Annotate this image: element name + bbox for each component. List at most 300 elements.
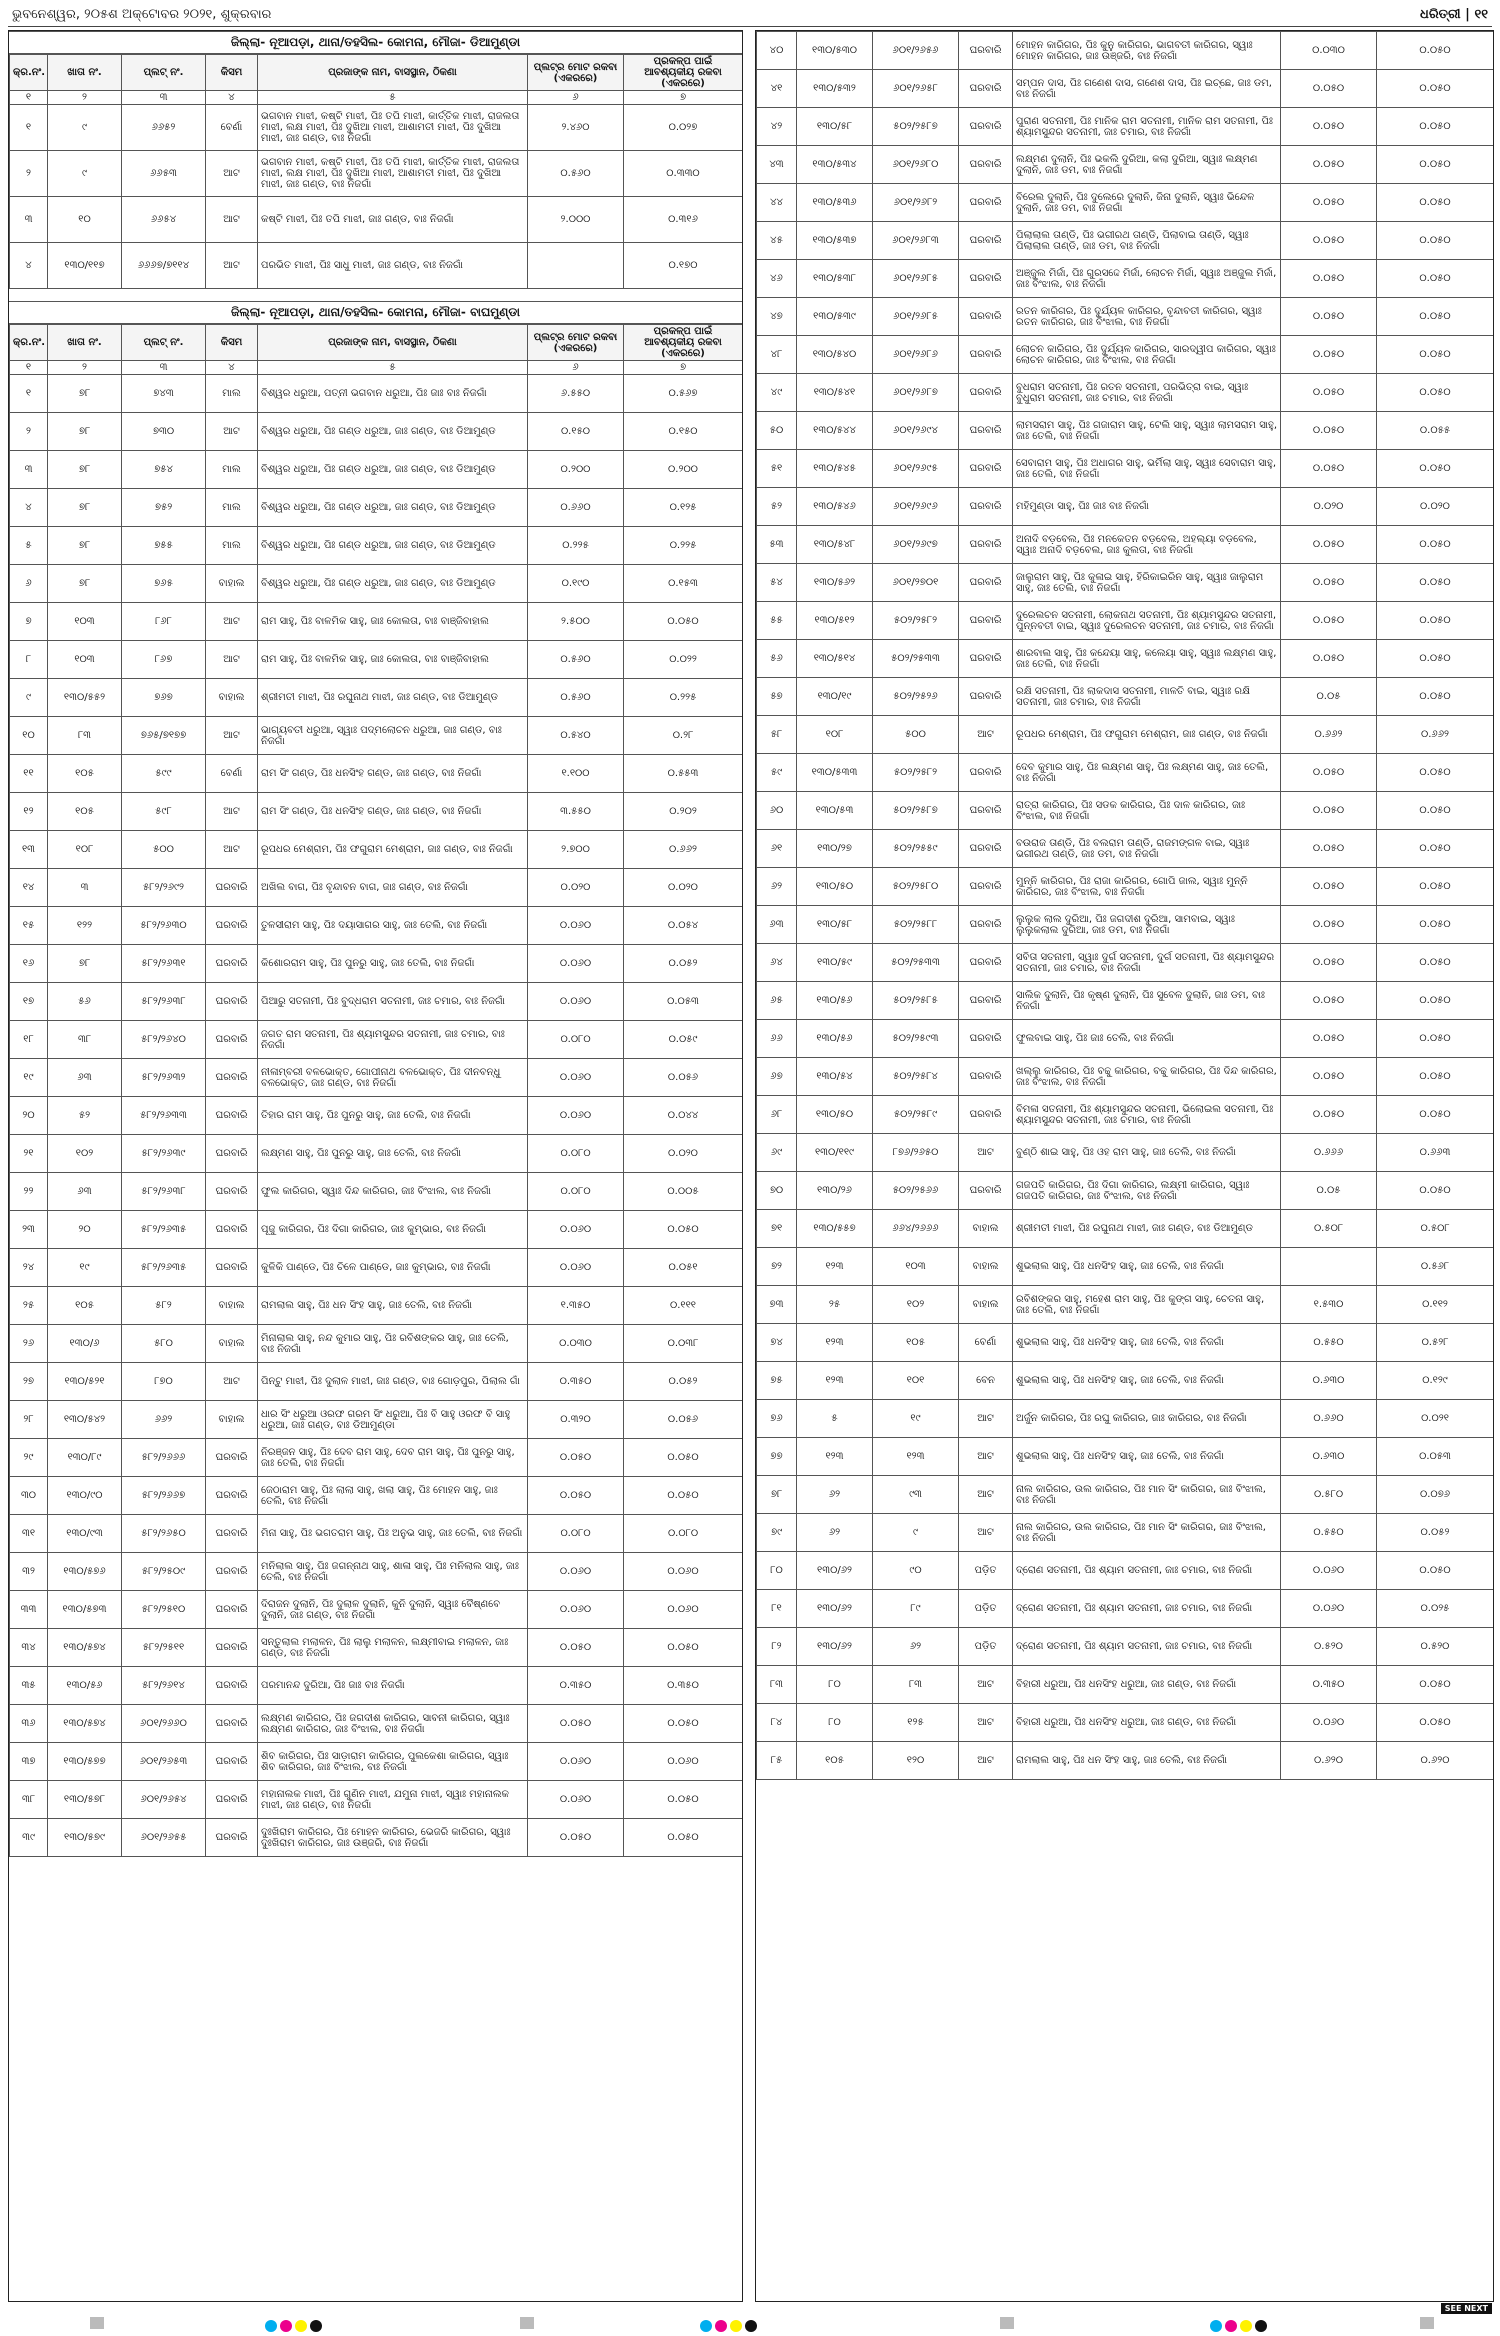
required-area-cell: ୦.୦୫୦ <box>1377 868 1494 906</box>
owner-cell: ଅଞ୍ଜୁଲ ମିର୍ଜା, ପିଃ ଗୁରସଦ୍ଦେ ମିର୍ଜା, ଲୋଚନ ମିର୍ଜା, ସ୍ୱାଃ ଅଞ୍ଜୁଲ ମିର୍ଜା, ଜାଃ ବିଂଝାଲ, ବାଃ ନିଜଗାଁ <box>1013 260 1281 298</box>
serial-cell: ୬୨ <box>757 868 797 906</box>
required-area-cell: ୦.୬୨୦ <box>1377 1742 1494 1780</box>
table-row <box>757 1590 1494 1628</box>
table-row <box>10 451 743 489</box>
khata-cell: ୧୩୦/୯୦ <box>48 1477 122 1515</box>
land-type-cell: ଘରବାରି <box>959 602 1013 640</box>
serial-cell: ୭୯ <box>757 1514 797 1552</box>
plot-cell: ୫୦୨/୨୫୮୫ <box>873 982 959 1020</box>
header-row <box>10 55 743 91</box>
serial-cell: ୩୨ <box>10 1553 48 1591</box>
total-area-cell: ୦.୦୫୦ <box>1281 146 1377 184</box>
serial-cell: ୫୭ <box>757 678 797 716</box>
owner-cell: ଦ୍ରୋଣ ସତନାମୀ, ପିଃ ଶ୍ୟାମ ସତନାମୀ, ଜାଃ ଚମାର, ବାଃ ନିଜଗାଁ <box>1013 1552 1281 1590</box>
owner-cell: ସାଲିକ ଦୁଲାନି, ପିଃ କୃଷ୍ଣ ଦୁଲାନି, ପିଃ ସୁବେଳ ଦୁଲାନି, ଜାଃ ଡମ, ବାଃ ନିଜଗାଁ <box>1013 982 1281 1020</box>
owner-cell: ଲୋଚନ କାରିଗର, ପିଃ ଦୁର୍ଯ୍ୟଳ କାରିଗର, ସାରଦ୍ୱୀପ କାରିଗର, ସ୍ୱାଃ ଲୋଚନ କାରିଗର, ଜାଃ ବିଂଝାଲ, ବାଃ ନିଜଗାଁ <box>1013 336 1281 374</box>
land-type-cell: ଘରବାରି <box>959 450 1013 488</box>
plot-cell: ୫୮୨/୨୬୩୨ <box>122 1059 206 1097</box>
serial-cell: ୭୮ <box>757 1476 797 1514</box>
serial-cell: ୫୪ <box>757 564 797 602</box>
plot-cell: ୫୦୨/୨୫୬୬ <box>873 1172 959 1210</box>
owner-cell: ବିମଳା ସତନାମୀ, ପିଃ ଶ୍ୟାମସୁନ୍ଦର ସତନାମୀ, ଭିଲୋଇଲ ସତନାମୀ, ପିଃ ଶ୍ୟାମସୁନ୍ଦର ସତନାମୀ, ଜାଃ ଚମାର, ବାଃ ନିଜଗାଁ <box>1013 1096 1281 1134</box>
land-type-cell: ଆଟ <box>206 243 258 289</box>
khata-cell: ୧୩୦/୫୭୩ <box>48 1591 122 1629</box>
total-area-cell: ୦.୬୬୦ <box>528 489 624 527</box>
khata-cell: ୧୩୦/୫୭୮ <box>48 1781 122 1819</box>
required-area-cell: ୦.୦୫୦ <box>1377 1704 1494 1742</box>
required-area-cell: ୦.୧୫୦ <box>624 413 743 451</box>
land-type-cell: ଘରବାରି <box>959 222 1013 260</box>
total-area-cell: ୦.୫୦୮ <box>1281 1210 1377 1248</box>
land-type-cell: ଘରବାରି <box>959 982 1013 1020</box>
land-type-header: କିସମ <box>206 325 258 361</box>
serial-cell: ୨୩ <box>10 1211 48 1249</box>
plot-cell: ୬୬୫୪ <box>122 197 206 243</box>
table-row <box>10 1059 743 1097</box>
total-area-cell: ୦.୦୬୦ <box>528 1211 624 1249</box>
required-area-cell: ୦.୩୧୬ <box>624 197 743 243</box>
plot-cell: ୭୩୦ <box>122 413 206 451</box>
table-row <box>757 1096 1494 1134</box>
serial-cell: ୪୫ <box>757 222 797 260</box>
khata-cell: ୮୩ <box>48 717 122 755</box>
khata-cell: ୧୩୦/୫୩୭ <box>797 222 873 260</box>
serial-cell: ୧ <box>10 105 48 151</box>
land-type-cell: ଆଟ <box>959 1666 1013 1704</box>
required-area-cell: ୦.୦୨୧ <box>1377 1400 1494 1438</box>
table-row <box>10 1515 743 1553</box>
serial-cell: ୫୦ <box>757 412 797 450</box>
required-area-cell: ୦.୦୫୦ <box>624 1705 743 1743</box>
required-area-cell: ୦.୧୧୧ <box>624 1287 743 1325</box>
owner-cell: ରାମ ସାହୁ, ପିଃ ବାଳମିକ ସାହୁ, ଜାଃ କୋଲତା, ବାଃ ବାଞ୍ଜିବାହାଲ <box>258 641 528 679</box>
owner-cell: ଧାର ସିଂ ଧରୁଆ ଓରଫ ଗରମ ସିଂ ଧରୁଆ, ପିଃ ବି ସାହୁ ଓରଫ ବି ସାହୁ ଧରୁଆ, ଜାଃ ଗଣ୍ଡ, ବାଃ ଡିଆମୁଣ୍ଡା <box>258 1401 528 1439</box>
owner-cell: ଅର୍ଜୁନ କାରିଗର, ପିଃ ରଘୁ କାରିଗର, ଜାଃ କାରିଗର, ବାଃ ନିଜଗାଁ <box>1013 1400 1281 1438</box>
serial-cell: ୬୯ <box>757 1134 797 1172</box>
plot-cell: ୫୦୨/୨୫୮୭ <box>873 108 959 146</box>
required-area-cell: ୦.୫୬୮ <box>1377 1248 1494 1286</box>
table-row <box>10 565 743 603</box>
owner-cell: ଜେଠାରାମ ସାହୁ, ପିଃ ଲାଲା ସାହୁ, ଖଲା ସାହୁ, ପିଃ ମୋହନ ସାହୁ, ଜାଃ ତେଲି, ବାଃ ନିଜଗାଁ <box>258 1477 528 1515</box>
owner-cell: ମୁନ୍ନି କାରିଗର, ପିଃ ରାଜା କାରିଗର, ଗୋପି ଜାଲ, ସ୍ୱାଃ ମୁନ୍ନି କାରିଗର, ଜାଃ ବିଂଝାଲ, ବାଃ ନିଜଗାଁ <box>1013 868 1281 906</box>
see-next-label: SEE NEXT <box>1441 2303 1492 2314</box>
plot-cell: ୭୬୭ <box>122 679 206 717</box>
owner-cell: ନାଲ କାରିଗର, ଉଲ କାରିଗର, ପିଃ ମାନ ସିଂ କାରିଗର, ଜାଃ ବିଂଝାଲ, ବାଃ ନିଜଗାଁ <box>1013 1514 1281 1552</box>
land-type-cell: ବେର୍ଣା <box>206 105 258 151</box>
plot-cell: ୬୨ <box>873 1628 959 1666</box>
land-type-cell: ଘରବାରି <box>959 70 1013 108</box>
required-area-cell: ୦.୦୫୧ <box>624 1249 743 1287</box>
required-area-cell: ୦.୦୫୦ <box>1377 450 1494 488</box>
table-row <box>757 1666 1494 1704</box>
required-area-cell: ୦.୦୨୨ <box>624 641 743 679</box>
required-area-cell: ୦.୬୬୨ <box>1377 716 1494 754</box>
owner-cell: ରାମ ସାହୁ, ପିଃ ବାଳମିକ ସାହୁ, ଜାଃ କୋଲତା, ବାଃ ବାଞ୍ଜିବାହାଲ <box>258 603 528 641</box>
owner-cell: ବିରେଲ ଦୁଲାନି, ପିଃ ଦୁଲେରେ ଦୁଲାନି, ଜିନା ଦୁଲାନି, ସ୍ୱାଃ ଭିନ୍ଦେଳ ଦୁଲାନି, ଜାଃ ଡମ, ବାଃ ନିଜଗାଁ <box>1013 184 1281 222</box>
serial-cell: ୪ <box>10 243 48 289</box>
land-type-cell: ଘରବାରି <box>206 1705 258 1743</box>
table-row <box>757 70 1494 108</box>
table-row <box>757 1704 1494 1742</box>
total-area-cell: ୦.୦୫୦ <box>1281 830 1377 868</box>
left-column <box>8 30 743 2302</box>
khata-cell: ୧୩୦/୫୩ <box>797 792 873 830</box>
total-area-cell: ୦.୦୫୦ <box>1281 906 1377 944</box>
serial-cell: ୫୧ <box>757 450 797 488</box>
plot-cell: ୫୮୨/୨୬୧୪ <box>122 1667 206 1705</box>
total-area-cell: ୦.୦୫୦ <box>1281 450 1377 488</box>
plot-cell: ୬୦୧/୨୬୯୫ <box>873 450 959 488</box>
land-type-cell: ଆଟ <box>959 1400 1013 1438</box>
required-area-cell: ୦.୦୭୬ <box>1377 1476 1494 1514</box>
table-row <box>757 602 1494 640</box>
khata-cell: ୧୩୦/୬୨ <box>797 1552 873 1590</box>
plot-cell: ୮୩ <box>873 1666 959 1704</box>
khata-cell: ୧୩୦/୯୩ <box>48 1515 122 1553</box>
row-number-header: କ୍ର.ନଂ. <box>10 55 48 91</box>
required-area-cell: ୦.୬୬୨ <box>624 831 743 869</box>
total-area-cell: ୦.୫୮୦ <box>1281 1476 1377 1514</box>
total-area-cell: ୦.୩୫୦ <box>528 1363 624 1401</box>
khata-cell: ୧୩୦/୫୩୩ <box>797 754 873 792</box>
land-type-cell: ବାହାଲ <box>206 679 258 717</box>
owner-cell: ଶୁଭଲାଲ ସାହୁ, ପିଃ ଧନସିଂହ ସାହୁ, ଜାଃ ତେଲି, ବାଃ ନିଜଗାଁ <box>1013 1438 1281 1476</box>
column-number: ୪ <box>206 361 258 375</box>
serial-cell: ୨୯ <box>10 1439 48 1477</box>
plot-cell: ୬୬୨ <box>122 1401 206 1439</box>
plot-cell: ୧୨୩ <box>873 1438 959 1476</box>
owner-cell: ତିହାର ରାମ ସାହୁ, ପିଃ ପୁନରୁ ସାହୁ, ଜାଃ ତେଲି, ବାଃ ନିଜଗାଁ <box>258 1097 528 1135</box>
plot-cell: ୫୮୨/୨୫୧୧ <box>122 1629 206 1667</box>
serial-cell: ୩୦ <box>10 1477 48 1515</box>
plot-cell: ୮୯ <box>873 1590 959 1628</box>
required-area-cell: ୦.୦୨୦ <box>624 1135 743 1173</box>
required-area-cell: ୦.୦୫୦ <box>1377 526 1494 564</box>
total-area-cell: ୦.୦୫୦ <box>1281 1058 1377 1096</box>
land-type-cell: ଘରବାରି <box>959 412 1013 450</box>
land-type-cell: ପଡ଼ିତ <box>959 1552 1013 1590</box>
plot-cell: ୬୦୧/୨୬୫୬ <box>873 32 959 70</box>
owner-cell: ଦ୍ରୋଣ ସତନାମୀ, ପିଃ ଶ୍ୟାମ ସତନାମୀ, ଜାଃ ଚମାର, ବାଃ ନିଜଗାଁ <box>1013 1590 1281 1628</box>
required-area-cell: ୦.୦୫୦ <box>1377 1020 1494 1058</box>
land-type-cell: ଆଟ <box>206 1363 258 1401</box>
serial-cell: ୨୧ <box>10 1135 48 1173</box>
required-area-cell: ୦.୦୫୦ <box>1377 1552 1494 1590</box>
table-row <box>10 945 743 983</box>
serial-cell: ୫୮ <box>757 716 797 754</box>
owner-cell: ବଉରାଜ ତାଣ୍ଡି, ପିଃ ବଲରାମ ତାଣ୍ଡି, ରାଜମଙ୍ଗଳ ବାଇ, ସ୍ୱାଃ ଭଗୀରଥ ତାଣ୍ଡି, ଜାଃ ଡମ, ବାଃ ନିଜଗାଁ <box>1013 830 1281 868</box>
khata-cell: ୧୩୦/୫୬ <box>48 1667 122 1705</box>
owner-cell: ମିନାଲାଲ ସାହୁ, ନନ୍ଦ କୁମାର ସାହୁ, ପିଃ ରବିଶଙ୍କର ସାହୁ, ଜାଃ ତେଲି, ବାଃ ନିଜଗାଁ <box>258 1325 528 1363</box>
total-area-cell: ୦.୦୬୦ <box>528 945 624 983</box>
land-type-cell: ଆଟ <box>206 793 258 831</box>
total-area-cell: ୦.୬୬୬ <box>1281 1134 1377 1172</box>
owner-cell: ତୁଳସୀରାମ ସାହୁ, ପିଃ ଦୟାସାଗର ସାହୁ, ଜାଃ ତେଲି, ବାଃ ନିଜଗାଁ <box>258 907 528 945</box>
table-row <box>757 1248 1494 1286</box>
total-area-cell: ୧.୫୩୦ <box>1281 1286 1377 1324</box>
table-row <box>10 1705 743 1743</box>
land-type-cell: ଘରବାରି <box>959 1058 1013 1096</box>
required-area-cell: ୦.୦୫୦ <box>1377 184 1494 222</box>
khata-cell: ୧୨୩ <box>797 1324 873 1362</box>
total-area-cell: ୨.୪୬୦ <box>528 105 624 151</box>
owner-cell: ରାମ ସିଂ ଗଣ୍ଡ, ପିଃ ଧନସିଂହ ଗଣ୍ଡ, ଜାଃ ଗଣ୍ଡ, ବାଃ ନିଜଗାଁ <box>258 793 528 831</box>
table-row <box>10 1667 743 1705</box>
owner-cell: କୁଳିକି ପାଣ୍ଡେ, ପିଃ ଚିଳେ ପାଣ୍ଡେ, ଜାଃ କୁମ୍ଭାର, ବାଃ ନିଜଗାଁ <box>258 1249 528 1287</box>
total-area-cell: ୦.୦୫୦ <box>1281 792 1377 830</box>
land-type-cell: ଘରବାରି <box>206 945 258 983</box>
table-row <box>10 1021 743 1059</box>
table-row <box>757 754 1494 792</box>
table-row <box>10 1097 743 1135</box>
serial-cell: ୧୭ <box>10 983 48 1021</box>
owner-cell: ନିରଞ୍ଜନ ସାହୁ, ପିଃ ଦେବ ରାମ ସାହୁ, ଦେବ ରାମ ସାହୁ, ପିଃ ପୁନରୁ ସାହୁ, ଜାଃ ତେଲି, ବାଃ ନିଜଗାଁ <box>258 1439 528 1477</box>
serial-cell: ୫୯ <box>757 754 797 792</box>
serial-cell: ୯ <box>10 679 48 717</box>
table-row <box>10 1135 743 1173</box>
total-area-cell: ୦.୦୫୦ <box>1281 754 1377 792</box>
serial-cell: ୪୨ <box>757 108 797 146</box>
khata-cell: ୧୦୮ <box>48 831 122 869</box>
owner-cell: ଶୁଭଲାଲ ସାହୁ, ପିଃ ଧନସିଂହ ସାହୁ, ଜାଃ ତେଲି, ବାଃ ନିଜଗାଁ <box>1013 1324 1281 1362</box>
serial-cell: ୮୫ <box>757 1742 797 1780</box>
plot-cell: ୭୫୨ <box>122 489 206 527</box>
khata-cell: ୧୩୦/୫୩୬ <box>797 184 873 222</box>
serial-cell: ୭୩ <box>757 1286 797 1324</box>
serial-cell: ୫ <box>10 527 48 565</box>
serial-cell: ୬୦ <box>757 792 797 830</box>
required-area-cell: ୦.୦୬୦ <box>624 1591 743 1629</box>
serial-cell: ୬୬ <box>757 1020 797 1058</box>
required-area-cell: ୦.୧୭୦ <box>624 243 743 289</box>
required-area-cell: ୦.୦୫୪ <box>624 907 743 945</box>
total-area-cell: ୦.୦୩୦ <box>528 1325 624 1363</box>
plot-cell: ୫୦୨/୨୫୮୭ <box>873 792 959 830</box>
total-area-cell: ୦.୦୮୦ <box>528 1173 624 1211</box>
plot-cell: ୬୦୧/୨୬୫୮ <box>873 70 959 108</box>
plot-cell: ୫୮୨/୨୬୯୨ <box>122 869 206 907</box>
column-number: ୪ <box>206 91 258 105</box>
total-area-cell: ୦.୦୬୦ <box>1281 1552 1377 1590</box>
land-type-cell: ବେର୍ଣା <box>206 755 258 793</box>
plot-number-header: ପ୍ଲଟ୍ ନଂ. <box>122 55 206 91</box>
total-area-cell: ୩.୫୫୦ <box>528 793 624 831</box>
owner-cell: ଜଗତ ରାମ ସତନାମୀ, ପିଃ ଶ୍ୟାମସୁନ୍ଦର ସତନାମୀ, ଜାଃ ଚମାର, ବାଃ ନିଜଗାଁ <box>258 1021 528 1059</box>
owner-cell: ରୂପଧର ମେଶ୍ରାମ, ପିଃ ଫଗୁରାମ ମେଶ୍ରାମ, ଜାଃ ଗଣ୍ଡ, ବାଃ ନିଜଗାଁ <box>258 831 528 869</box>
total-area-cell: ୦.୦୬୦ <box>528 1743 624 1781</box>
total-area-cell: ୦.୦୨୦ <box>1281 488 1377 526</box>
owner-cell: ଅନାଦି ବଡ଼ବେଲ, ପିଃ ମନକେତନ ବଡ଼ବେଲ, ଅହଲ୍ୟା ବଡ଼ବେଲ, ସ୍ୱାଃ ଅନାଦି ବଡ଼ବେଲ, ଜାଃ କୁଲତା, ବାଃ ନିଜଗାଁ <box>1013 526 1281 564</box>
land-type-cell: ଘରବାରି <box>959 184 1013 222</box>
owner-cell: ଭାଗ୍ୟବତୀ ଧରୁଆ, ସ୍ୱାଃ ପଦ୍ମଲୋଚନ ଧରୁଆ, ଜାଃ ଗଣ୍ଡ, ବାଃ ନିଜଗାଁ <box>258 717 528 755</box>
khata-cell: ୧୩୦/୫୬୨ <box>797 564 873 602</box>
serial-cell: ୩୮ <box>10 1781 48 1819</box>
land-type-cell: ଘରବାରି <box>959 1020 1013 1058</box>
total-area-cell: ୦.୦୬୦ <box>1281 1704 1377 1742</box>
plot-cell: ୮୬୮ <box>122 603 206 641</box>
required-area-cell: ୦.୦୫୨ <box>624 1363 743 1401</box>
total-area-cell: ୦.୦୫୦ <box>1281 868 1377 906</box>
owner-cell: ଦୁଃଖିରାମ କାରିଗର, ପିଃ ମୋହନ କାରିଗର, ଭେଜରି କାରିଗର, ସ୍ୱାଃ ଦୁଃଖିରାମ କାରିଗର, ଜାଃ ଉଞ୍ଜରି, ବାଃ ନିଜଗାଁ <box>258 1819 528 1857</box>
total-area-cell: ୦.୬୬୦ <box>1281 1400 1377 1438</box>
land-type-cell: ପଡ଼ିତ <box>959 1590 1013 1628</box>
required-area-cell: ୦.୦୫୦ <box>1377 146 1494 184</box>
total-area-cell: ୦.୦୫୦ <box>1281 70 1377 108</box>
plot-cell: ୬୦୧/୨୬୬୦ <box>122 1705 206 1743</box>
total-area-cell: ୦.୦୫ <box>1281 678 1377 716</box>
land-type-cell: ବାହାଲ <box>206 565 258 603</box>
land-type-cell: ଘରବାରି <box>959 830 1013 868</box>
serial-cell: ୪୧ <box>757 70 797 108</box>
plot-cell: ୫୮୦ <box>122 1325 206 1363</box>
plot-cell: ୫୦୨/୨୫୫୯ <box>873 830 959 868</box>
khata-cell: ୮୦ <box>797 1666 873 1704</box>
land-type-cell: ଘରବାରି <box>206 869 258 907</box>
required-area-cell: ୦.୦୨୫ <box>1377 1590 1494 1628</box>
total-area-cell: ୦.୦୬୦ <box>528 1591 624 1629</box>
required-area-cell: ୦.୦୫୦ <box>1377 792 1494 830</box>
land-type-cell: ଆଟ <box>959 716 1013 754</box>
required-area-cell: ୦.୩୫୦ <box>624 1667 743 1705</box>
khata-cell: ୧୩୦/୫୫୨ <box>48 679 122 717</box>
khata-cell: ୧୦୫ <box>48 1287 122 1325</box>
land-type-cell: ଆଟ <box>206 641 258 679</box>
required-area-cell: ୦.୦୫୨ <box>1377 1514 1494 1552</box>
required-area-cell: ୦.୦୫୦ <box>1377 678 1494 716</box>
plot-cell: ୫୦୨/୨୫୨୬ <box>873 678 959 716</box>
khata-cell: ୧୨୩ <box>797 1438 873 1476</box>
plot-cell: ୫୮୨/୨୫୦୯ <box>122 1553 206 1591</box>
serial-cell: ୬୭ <box>757 1058 797 1096</box>
table-row <box>10 1173 743 1211</box>
plot-cell: ୬୦୧/୨୬୮୫ <box>873 260 959 298</box>
table-row <box>757 488 1494 526</box>
table-row <box>10 1819 743 1857</box>
owner-cell: ଜାଲୁରାମ ସାହୁ, ପିଃ କୁଳାଇ ସାହୁ, ହିରିକାଇରିନ ସାହୁ, ସ୍ୱାଃ ଜାଲୁରାମ ସାହୁ, ଜାଃ ତେଲି, ବାଃ ନିଜଗାଁ <box>1013 564 1281 602</box>
total-area-cell: ୦.୦୬୦ <box>1281 1590 1377 1628</box>
plot-cell: ୫୯୮ <box>122 793 206 831</box>
required-area-cell: ୦.୦୨୦ <box>1377 488 1494 526</box>
total-area-cell: ୦.୦୫୦ <box>1281 260 1377 298</box>
plot-cell: ୫୮୨/୨୬୬୬ <box>122 1439 206 1477</box>
plot-cell: ୫୦୨/୨୫୯୩ <box>873 1020 959 1058</box>
land-type-cell: ଆଟ <box>206 603 258 641</box>
plot-cell: ୫୯୯ <box>122 755 206 793</box>
required-area-cell: ୦.୦୦୫ <box>624 1173 743 1211</box>
land-type-cell: ଆଟ <box>959 1476 1013 1514</box>
khata-cell: ୧୩୦/୫୨୧ <box>48 1363 122 1401</box>
total-area-cell: ୦.୦୫୦ <box>1281 944 1377 982</box>
serial-cell: ୬ <box>10 565 48 603</box>
table-row <box>10 717 743 755</box>
header-row <box>10 325 743 361</box>
land-type-cell: ମାଲ <box>206 451 258 489</box>
row-number-header: କ୍ର.ନଂ. <box>10 325 48 361</box>
khata-cell: ୫୬ <box>48 983 122 1021</box>
serial-cell: ୨୬ <box>10 1325 48 1363</box>
table-row <box>10 679 743 717</box>
required-area-cell: ୦.୦୫୦ <box>1377 260 1494 298</box>
colnum-row <box>10 361 743 375</box>
column-number: ୫ <box>258 91 528 105</box>
serial-cell: ୨୮ <box>10 1401 48 1439</box>
land-type-cell: ଘରବାରି <box>206 1591 258 1629</box>
total-area-cell: ୦.୫୬୦ <box>528 679 624 717</box>
owner-cell: ରୂପଧର ମେଶ୍ରାମ, ପିଃ ଫଗୁରାମ ମେଶ୍ରାମ, ଜାଃ ଗଣ୍ଡ, ବାଃ ନିଜଗାଁ <box>1013 716 1281 754</box>
table-row <box>10 1325 743 1363</box>
total-area-cell: ୦.୦୬୦ <box>528 983 624 1021</box>
print-registration-marks <box>0 2313 1500 2333</box>
land-type-cell: ଆଟ <box>206 831 258 869</box>
table-row <box>757 222 1494 260</box>
plot-cell: ୧୨୫ <box>873 1704 959 1742</box>
plot-cell: ୫୮୨/୨୫୧୦ <box>122 1591 206 1629</box>
land-type-cell: ଘରବାରି <box>959 1172 1013 1210</box>
serial-cell: ୮୧ <box>757 1590 797 1628</box>
total-area-cell: ୦.୦୮୦ <box>528 1515 624 1553</box>
serial-cell: ୧୯ <box>10 1059 48 1097</box>
serial-cell: ୧୧ <box>10 755 48 793</box>
required-area-cell: ୦.୦୬୦ <box>624 1553 743 1591</box>
owner-cell: ଲକ୍ଷ୍ମଣ ଦୁଲାନି, ପିଃ ଭକଲି ଦୁରିଆ, କଲା ଦୁରିଆ, ସ୍ୱାଃ ଲକ୍ଷ୍ମଣ ଦୁଲାନି, ଜାଃ ଡମ, ବାଃ ନିଜଗାଁ <box>1013 146 1281 184</box>
required-area-cell: ୦.୧୨୯ <box>1377 1362 1494 1400</box>
land-type-cell: ମାଲ <box>206 527 258 565</box>
total-area-cell: ୧.୩୫୦ <box>528 1287 624 1325</box>
required-area-cell: ୦.୦୫୦ <box>1377 602 1494 640</box>
owner-header: ପ୍ରଜାଙ୍କ ନାମ, ବାସସ୍ଥାନ, ଠିକଣା <box>258 55 528 91</box>
total-area-cell: ୦.୦୫୦ <box>1281 412 1377 450</box>
khata-cell: ୧୩୦/୫୩୦ <box>797 32 873 70</box>
required-area-cell: ୦.୦୨୭ <box>624 105 743 151</box>
plot-cell: ୬୬୪/୨୬୬୬ <box>873 1210 959 1248</box>
plot-cell: ୭୬୫/୭୧୭୭ <box>122 717 206 755</box>
owner-cell: ରକ୍ଷି ସତନାମୀ, ପିଃ ଲାକଦାସ ସତନାମୀ, ମାଳତି ବାଇ, ସ୍ୱାଃ ରକ୍ଷି ସତନାମୀ, ଜାଃ ଚମାର, ବାଃ ନିଜଗାଁ <box>1013 678 1281 716</box>
required-area-cell: ୦.୧୨୫ <box>624 489 743 527</box>
land-type-cell: ଘରବାରି <box>206 1249 258 1287</box>
total-area-cell: ୦.୫୬୦ <box>528 641 624 679</box>
plot-cell: ୮୭୬/୨୬୫୦ <box>873 1134 959 1172</box>
land-type-cell: ଘରବାରି <box>959 944 1013 982</box>
owner-cell: ବିଶ୍ୱର ଧରୁଆ, ପିଃ ଗଣ୍ଡ ଧରୁଆ, ଜାଃ ଗଣ୍ଡ, ବାଃ ଡିଆମୁଣ୍ଡ <box>258 527 528 565</box>
land-type-cell: ଘରବାରି <box>959 488 1013 526</box>
land-type-cell: ଘରବାରି <box>206 1515 258 1553</box>
serial-cell: ୪୯ <box>757 374 797 412</box>
land-type-cell: ଘରବାରି <box>959 564 1013 602</box>
khata-cell: ୧୨୩ <box>797 1362 873 1400</box>
khata-cell: ୧୦ <box>48 197 122 243</box>
required-area-cell: ୦.୦୫୦ <box>624 1477 743 1515</box>
total-area-cell: ୦.୫୪୦ <box>528 717 624 755</box>
plot-cell: ୫୦୨/୨୫୮୯ <box>873 1096 959 1134</box>
land-type-cell: ବେନ <box>959 1362 1013 1400</box>
serial-cell: ୧ <box>10 375 48 413</box>
land-type-cell: ଘରବାରି <box>206 1439 258 1477</box>
serial-cell: ୭୫ <box>757 1362 797 1400</box>
khata-cell: ୫୨ <box>48 1097 122 1135</box>
owner-cell: ଦିରାଜନ ଦୁଲାନି, ପିଃ ଦୁଲାଳ ଦୁଲାନି, କୁନି ଦୁଲାନି, ସ୍ୱାଃ ବୈଷ୍ଣବେ ଦୁଲାନି, ଜାଃ ଗଣ୍ଡ, ବାଃ ନିଜଗାଁ <box>258 1591 528 1629</box>
serial-cell: ୧୨ <box>10 793 48 831</box>
owner-cell: ବିଶ୍ୱର ଧରୁଆ, ପିଃ ଗଣ୍ଡ ଧରୁଆ, ଜାଃ ଗଣ୍ଡ, ବାଃ ଡିଆମୁଣ୍ଡ <box>258 489 528 527</box>
land-type-cell: ଘରବାରି <box>206 1629 258 1667</box>
column-number: ୩ <box>122 91 206 105</box>
table-row <box>757 1020 1494 1058</box>
serial-cell: ୭୧ <box>757 1210 797 1248</box>
total-area-cell: ୦.୦୫ <box>1281 1172 1377 1210</box>
table-row <box>757 716 1494 754</box>
land-type-cell: ଆଟ <box>206 151 258 197</box>
required-area-cell: ୦.୦୫୯ <box>624 1021 743 1059</box>
table-row <box>10 983 743 1021</box>
